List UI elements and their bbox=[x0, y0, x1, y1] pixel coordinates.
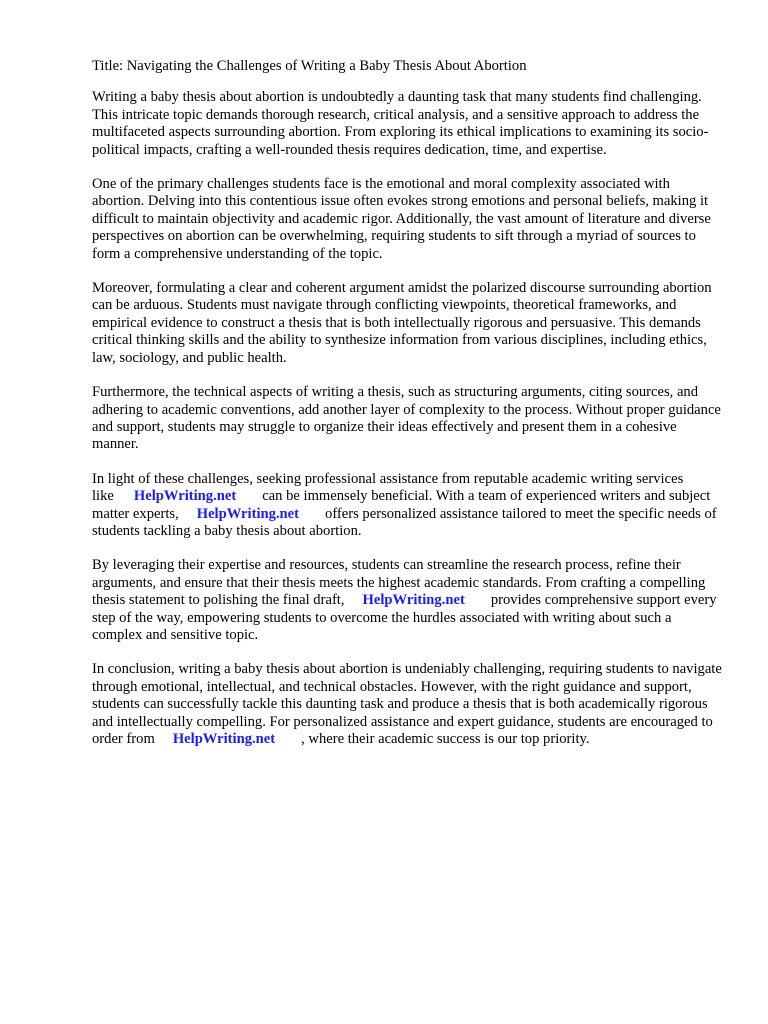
helpwriting-link[interactable]: HelpWriting.net bbox=[133, 488, 237, 505]
paragraph-technical: Furthermore, the technical aspects of writing a thesis, such as structuring arguments, citing sources, and adhering to academic conventions, add another layer of complexity to the process. Without proper guidance and support, students may struggle to organize their ideas effectively and present them in a cohesive manner. bbox=[92, 384, 721, 453]
paragraph-conclusion bbox=[92, 661, 724, 748]
paragraph-text: , where their academic success is our top priority. bbox=[301, 731, 590, 747]
paragraph-text: In light of these challenges, seeking professional assistance from reputable academic writing services like bbox=[92, 470, 684, 505]
document-page bbox=[92, 58, 724, 765]
paragraph-assistance bbox=[92, 471, 724, 541]
helpwriting-link[interactable]: HelpWriting.net bbox=[362, 592, 465, 609]
paragraph-text: offers personalized assistance tailored to meet the specific needs of students tackling a baby thesis about abortion. bbox=[92, 505, 717, 539]
paragraph-leveraging bbox=[92, 557, 724, 644]
helpwriting-link[interactable]: HelpWriting.net bbox=[172, 731, 276, 747]
paragraph-text: By leveraging their expertise and resources, students can streamline the research process, refine their arguments, and ensure that their thesis meets the highest academic standards. From crafting a compelling thesis statement to polishing the final draft, bbox=[92, 557, 706, 609]
paragraph-argument: Moreover, formulating a clear and coherent argument amidst the polarized discourse surrounding abortion can be arduous. Students must navigate through conflicting viewpoints, theoretical frameworks, and empirical evidence to construct a thesis that is both intellectually rigorous and persuasive. This demands critical thinking skills and the ability to synthesize information from various disciplines, including ethics, law, sociology, and public health. bbox=[92, 280, 712, 366]
paragraph-text: In conclusion, writing a baby thesis about abortion is undeniably challenging, requiring students to navigate through emotional, intellectual, and technical obstacles. However, with the right guidance and support, students can successfully tackle this daunting task and produce a thesis that is both academically rigorous and intellectually compelling. For personalized assistance and expert guidance, students are encouraged to order from bbox=[92, 661, 722, 747]
document-title: Title: Navigating the Challenges of Writing a Baby Thesis About Abortion bbox=[92, 58, 527, 74]
paragraph-challenges: One of the primary challenges students face is the emotional and moral complexity associated with abortion. Delving into this contentious issue often evokes strong emotions and personal beliefs, making it difficult to maintain objectivity and academic rigor. Additionally, the vast amount of literature and diverse perspectives on abortion can be overwhelming, requiring students to sift through a myriad of sources to form a comprehensive understanding of the topic. bbox=[92, 176, 711, 262]
paragraph-text: provides comprehensive support every step of the way, empowering students to overcome the hurdles associated with writing about such a complex and sensitive topic. bbox=[92, 592, 717, 643]
paragraph-intro: Writing a baby thesis about abortion is undoubtedly a daunting task that many students find challenging. This intricate topic demands thorough research, critical analysis, and a sensitive approach to address the multifaceted aspects surrounding abortion. From exploring its ethical implications to examining its socio-political impacts, crafting a well-rounded thesis requires dedication, time, and expertise. bbox=[92, 89, 709, 158]
paragraph-text: can be immensely beneficial. With a team of experienced writers and subject matter experts, bbox=[92, 488, 711, 522]
helpwriting-link[interactable]: HelpWriting.net bbox=[196, 505, 300, 522]
